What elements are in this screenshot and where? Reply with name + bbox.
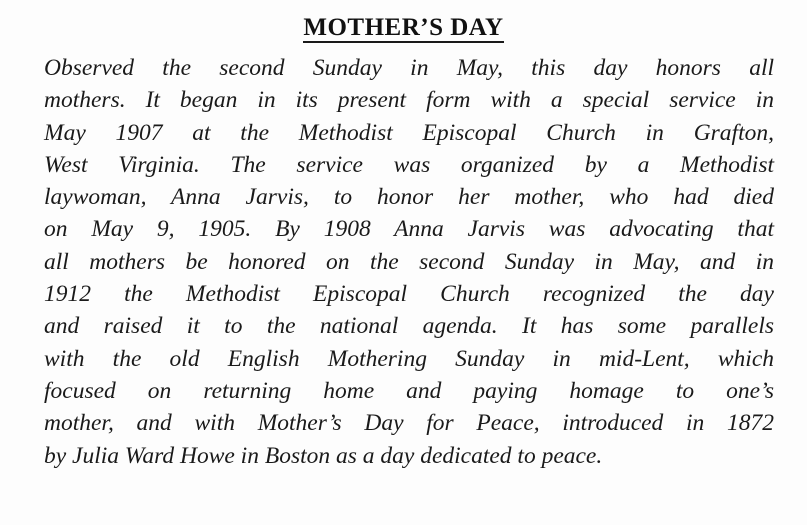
body-line: mothers. It began in its present form with a special service in <box>44 87 774 114</box>
document-title-container <box>0 14 807 42</box>
body-line: 1912 the Methodist Episcopal Church recognized the day <box>44 281 774 308</box>
document-title: MOTHER’S DAY <box>303 14 504 41</box>
body-line: on May 9, 1905. By 1908 Anna Jarvis was advocating that <box>44 216 774 243</box>
body-line: with the old English Mothering Sunday in mid-Lent, which <box>44 345 774 372</box>
body-line: all mothers be honored on the second Sunday in May, and in <box>44 248 774 275</box>
body-line: laywoman, Anna Jarvis, to honor her mother, who had died <box>44 184 774 211</box>
body-line: mother, and with Mother’s Day for Peace, introduced in 1872 <box>44 410 774 437</box>
body-line: focused on returning home and paying homage to one’s <box>44 377 774 404</box>
body-line: West Virginia. The service was organized by a Methodist <box>44 151 774 178</box>
body-line: Observed the second Sunday in May, this day honors all <box>44 55 774 81</box>
body-line: by Julia Ward Howe in Boston as a day dedicated to peace. <box>44 442 603 469</box>
body-line: May 1907 at the Methodist Episcopal Church in Grafton, <box>44 119 774 146</box>
document-body <box>44 52 774 472</box>
body-line: and raised it to the national agenda. It has some parallels <box>44 313 774 340</box>
